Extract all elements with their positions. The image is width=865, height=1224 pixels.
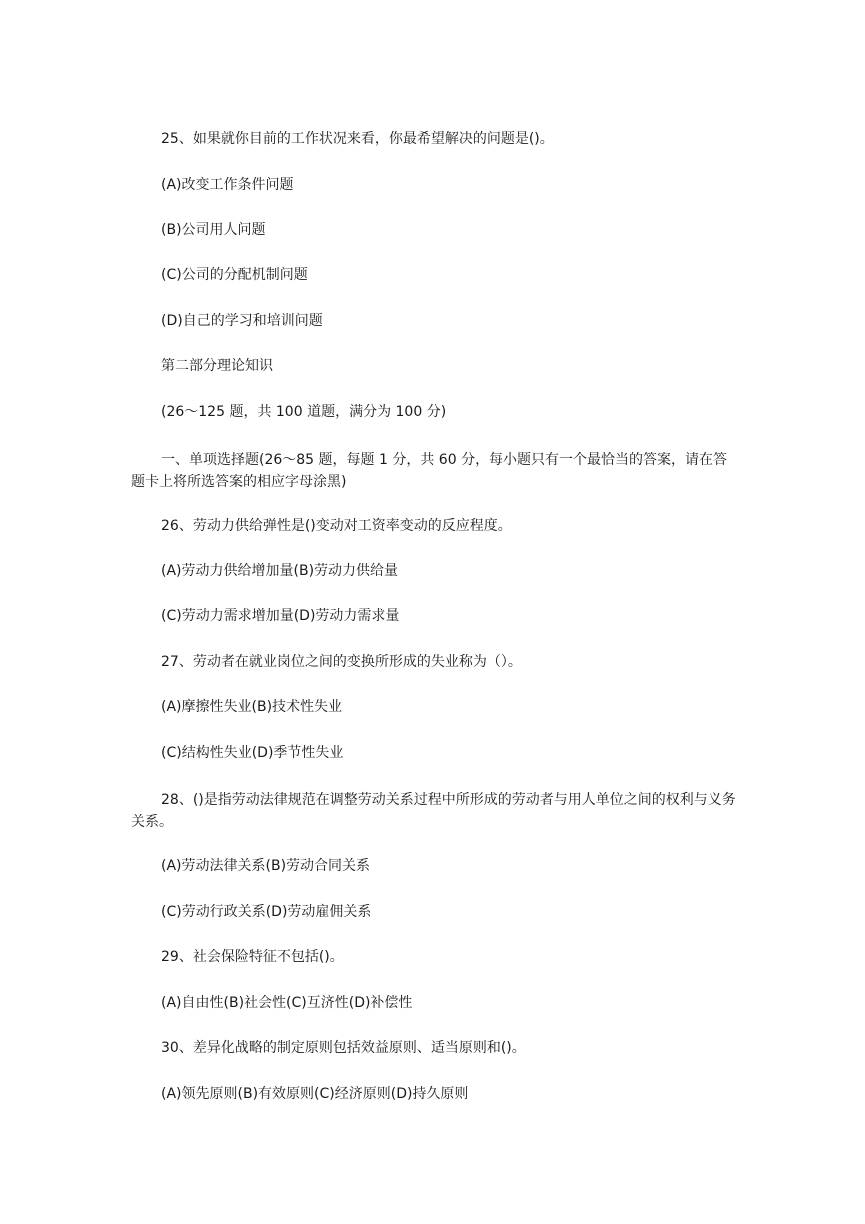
question-26: 26、劳动力供给弹性是()变动对工资率变动的反应程度。 [161,518,512,534]
question-29: 29、社会保险特征不包括()。 [161,949,344,965]
q30-options: (A)领先原则(B)有效原则(C)经济原则(D)持久原则 [161,1086,469,1102]
q27-options-cd: (C)结构性失业(D)季节性失业 [161,745,344,761]
q27-options-ab: (A)摩擦性失业(B)技术性失业 [161,699,343,715]
section-instruction: 一、单项选择题(26～85 题，每题 1 分，共 60 分，每小题只有一个最恰当的答案，请在答题卡上将所选答案的相应字母涂黑) [131,452,728,490]
q25-option-a: (A)改变工作条件问题 [161,177,294,193]
question-25: 25、如果就你目前的工作状况来看，你最希望解决的问题是()。 [161,131,554,147]
q29-options: (A)自由性(B)社会性(C)互济性(D)补偿性 [161,995,413,1011]
q28-options-cd: (C)劳动行政关系(D)劳动雇佣关系 [161,904,372,920]
q26-options-cd: (C)劳动力需求增加量(D)劳动力需求量 [161,608,400,624]
q26-options-ab: (A)劳动力供给增加量(B)劳动力供给量 [161,563,399,579]
question-28: 28、()是指劳动法律规范在调整劳动关系过程中所形成的劳动者与用人单位之间的权利与义务关系。 [131,792,736,830]
q25-option-d: (D)自己的学习和培训问题 [161,313,323,329]
section-note: (26～125 题，共 100 道题，满分为 100 分) [161,404,447,420]
q25-option-b: (B)公司用人问题 [161,222,266,238]
section-heading: 第二部分理论知识 [161,358,273,374]
question-27: 27、劳动者在就业岗位之间的变换所形成的失业称为（）。 [161,654,522,670]
q25-option-c: (C)公司的分配机制问题 [161,267,308,283]
question-30: 30、差异化战略的制定原则包括效益原则、适当原则和()。 [161,1040,526,1056]
q28-options-ab: (A)劳动法律关系(B)劳动合同关系 [161,858,371,874]
